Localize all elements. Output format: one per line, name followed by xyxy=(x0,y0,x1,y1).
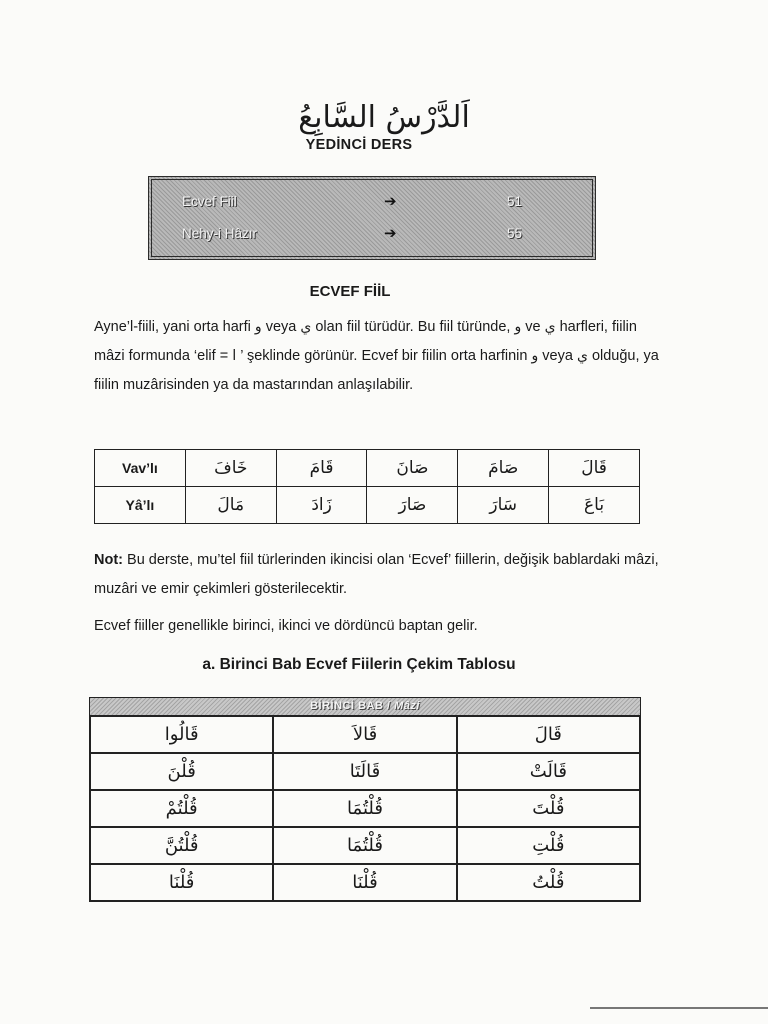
conjugation-table-title: a. Birinci Bab Ecvef Fiilerin Çekim Tablosu xyxy=(202,656,516,673)
intro-text: olduğu, ya fiilin muzârisinden ya da mastarından anlaşılabilir. xyxy=(94,348,659,393)
note-text: Bu derste, mu’tel fiil türlerinden ikincisi olan ‘Ecvef’ fiillerin, değişik bablardaki mâzi, muzâri ve emir çekimleri gösterilecektir. xyxy=(94,552,659,597)
table-row xyxy=(90,716,640,753)
conjugation-cell: قَالاَ xyxy=(273,716,456,753)
scan-edge-line xyxy=(590,1007,768,1009)
conjugation-cell: قَالَتَا xyxy=(273,753,456,790)
letter-ya: ي xyxy=(300,319,312,335)
conjugation-cell: قُلْتِ xyxy=(457,827,640,864)
header-tense: Mâzi xyxy=(394,700,420,712)
arrow-icon: ➔ xyxy=(384,225,397,242)
arabic-word: بَاعَ xyxy=(549,487,640,524)
conjugation-cell: قُلْنَا xyxy=(90,864,273,901)
table-row xyxy=(90,827,640,864)
letter-ya: ي xyxy=(544,319,556,335)
conjugation-cell: قُلْتُنَّ xyxy=(90,827,273,864)
conjugation-cell: قَالُوا xyxy=(90,716,273,753)
conjugation-cell: قُلْنَ xyxy=(90,753,273,790)
arabic-word: خَافَ xyxy=(185,450,276,487)
note-label: Not: xyxy=(94,552,123,568)
topic-label: Nehy-i Hâzır xyxy=(182,226,258,241)
topic-page-number: 51 xyxy=(506,194,522,209)
intro-text: Ayne’l-fiili, yani orta harfi xyxy=(94,319,255,335)
arabic-word: صَارَ xyxy=(367,487,458,524)
conjugation-cell: قُلْتَ xyxy=(457,790,640,827)
table-row xyxy=(90,790,640,827)
arabic-word: زَادَ xyxy=(276,487,367,524)
arabic-lesson-title: اَلدَّرْسُ السَّابِعُ xyxy=(298,100,470,135)
topic-row-nehy[interactable] xyxy=(182,224,522,246)
section-heading: ECVEF FİİL xyxy=(309,283,391,300)
arabic-word: صَامَ xyxy=(458,450,549,487)
letters-table xyxy=(94,449,640,524)
arrow-icon: ➔ xyxy=(384,193,397,210)
row-label: Vav’lı xyxy=(95,450,186,487)
topic-label: Ecvef Fiil xyxy=(182,194,237,209)
conjugation-cell: قَالَتْ xyxy=(457,753,640,790)
conjugation-cell: قُلْتُمَا xyxy=(273,827,456,864)
arabic-word: مَالَ xyxy=(185,487,276,524)
table-row xyxy=(90,753,640,790)
table-row-vav xyxy=(95,450,640,487)
intro-text: veya xyxy=(538,348,577,364)
row-label: Yâ’lı xyxy=(95,487,186,524)
note-paragraph xyxy=(94,546,664,604)
intro-text: veya xyxy=(261,319,301,335)
letter-waw: و xyxy=(531,348,539,364)
arabic-word: قَامَ xyxy=(276,450,367,487)
table-row xyxy=(90,864,640,901)
bab-paragraph: Ecvef fiiller genellikle birinci, ikinci ve dördüncü baptan gelir. xyxy=(94,618,478,634)
conjugation-table-header xyxy=(89,697,641,715)
intro-text: ve xyxy=(521,319,545,335)
lesson-title: YEDİNCİ DERS xyxy=(305,137,413,153)
conjugation-cell: قُلْتُمَا xyxy=(273,790,456,827)
intro-paragraph xyxy=(94,313,664,400)
arabic-word: سَارَ xyxy=(458,487,549,524)
header-bab: BİRİNCİ BAB / xyxy=(310,700,395,712)
conjugation-table xyxy=(89,715,641,902)
topic-row-ecvef[interactable] xyxy=(182,192,522,214)
letter-waw: و xyxy=(254,319,262,335)
conjugation-cell: قُلْتُمْ xyxy=(90,790,273,827)
letter-waw: و xyxy=(514,319,522,335)
conjugation-cell: قُلْنَا xyxy=(273,864,456,901)
letter-ya: ي xyxy=(576,348,588,364)
arabic-word: قَالَ xyxy=(549,450,640,487)
topics-box xyxy=(148,176,596,260)
table-row-ya xyxy=(95,487,640,524)
arabic-word: صَانَ xyxy=(367,450,458,487)
conjugation-cell: قَالَ xyxy=(457,716,640,753)
intro-text: olan fiil türüdür. Bu fiil türünde, xyxy=(311,319,515,335)
intro-text: harfleri, fiilin mâzi formunda ‘elif = ا ’ şeklinde görünür. Ecvef bir fiilin orta harfinin xyxy=(94,319,637,364)
conjugation-cell: قُلْتُ xyxy=(457,864,640,901)
topic-page-number: 55 xyxy=(506,226,522,241)
